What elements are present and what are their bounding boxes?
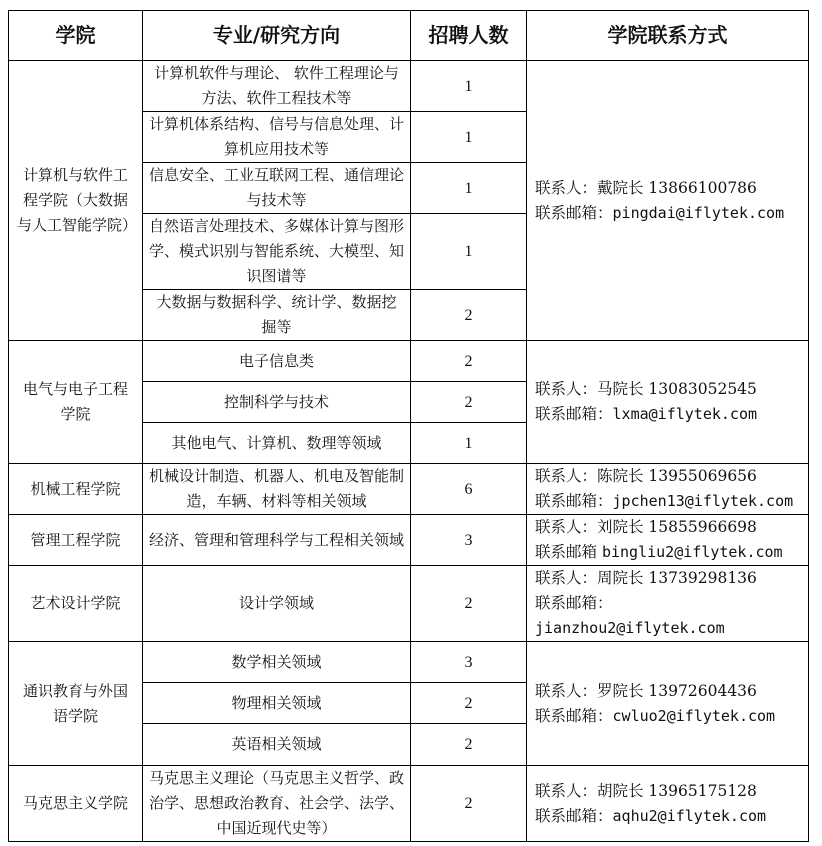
contact-person: 联系人：胡院长 13965175128: [535, 781, 757, 800]
email-link[interactable]: aqhu2@iflytek.com: [612, 806, 767, 825]
count-cell: 2: [411, 566, 527, 642]
email-link[interactable]: lxma@iflytek.com: [612, 405, 758, 423]
college-cell: 管理工程学院: [9, 515, 143, 566]
contact-cell: [527, 341, 809, 464]
count-cell: 1: [411, 61, 527, 112]
email-link[interactable]: bingliu2@iflytek.com: [601, 543, 783, 561]
recruitment-table: [8, 10, 809, 842]
college-cell: 马克思主义学院: [9, 766, 143, 842]
major-cell: 数学相关领域: [143, 642, 411, 683]
major-cell: 计算机软件与理论、 软件工程理论与方法、软件工程技术等: [143, 61, 411, 112]
count-cell: 1: [411, 163, 527, 214]
table-row: [9, 464, 809, 515]
contact-person: 联系人：罗院长 13972604436: [535, 681, 757, 700]
table-row: [9, 766, 809, 842]
major-cell: 大数据与数据科学、统计学、数据挖掘等: [143, 290, 411, 341]
email-link[interactable]: jianzhou2@iflytek.com: [535, 619, 725, 637]
header-college: 学院: [9, 11, 143, 61]
major-cell: 其他电气、计算机、数理等领域: [143, 423, 411, 464]
count-cell: 3: [411, 515, 527, 566]
count-cell: 1: [411, 214, 527, 290]
email-label: 联系邮箱：: [535, 706, 613, 725]
header-contact: 学院联系方式: [527, 11, 809, 61]
major-cell: 控制科学与技术: [143, 382, 411, 423]
email-link[interactable]: jpchen13@iflytek.com: [612, 492, 794, 510]
major-cell: 信息安全、工业互联网工程、通信理论与技术等: [143, 163, 411, 214]
count-cell: 3: [411, 642, 527, 683]
contact-cell: [527, 515, 809, 566]
major-cell: 自然语言处理技术、多媒体计算与图形学、模式识别与智能系统、大模型、知识图谱等: [143, 214, 411, 290]
email-label: 联系邮箱: [535, 543, 598, 561]
contact-person: 联系人：周院长 13739298136: [535, 569, 757, 587]
college-cell: 艺术设计学院: [9, 566, 143, 642]
major-cell: 英语相关领域: [143, 724, 411, 766]
contact-cell: [527, 566, 809, 642]
email-label: 联系邮箱：: [535, 405, 613, 423]
count-cell: 6: [411, 464, 527, 515]
table-row: [9, 515, 809, 566]
major-cell: 机械设计制造、机器人、机电及智能制造，车辆、材料等相关领域: [143, 464, 411, 515]
contact-cell: [527, 766, 809, 842]
major-cell: 计算机体系结构、信号与信息处理、计算机应用技术等: [143, 112, 411, 163]
major-cell: 经济、管理和管理科学与工程相关领域: [143, 515, 411, 566]
contact-person: 联系人：戴院长 13866100786: [535, 178, 757, 197]
contact-cell: [527, 61, 809, 341]
table-row: [9, 341, 809, 382]
college-cell: 电气与电子工程学院: [9, 341, 143, 464]
count-cell: 1: [411, 112, 527, 163]
contact-cell: [527, 464, 809, 515]
contact-person: 联系人：刘院长 15855966698: [535, 518, 757, 536]
email-link[interactable]: cwluo2@iflytek.com: [612, 706, 776, 725]
email-link[interactable]: pingdai@iflytek.com: [612, 203, 785, 222]
count-cell: 1: [411, 423, 527, 464]
count-cell: 2: [411, 766, 527, 842]
table-header-row: [9, 11, 809, 61]
count-cell: 2: [411, 341, 527, 382]
email-label: 联系邮箱：: [535, 203, 613, 222]
college-cell: 通识教育与外国语学院: [9, 642, 143, 766]
contact-person: 联系人：陈院长 13955069656: [535, 467, 757, 485]
count-cell: 2: [411, 724, 527, 766]
table-row: [9, 61, 809, 112]
major-cell: 马克思主义理论（马克思主义哲学、政治学、思想政治教育、社会学、法学、中国近现代史等）: [143, 766, 411, 842]
header-major: 专业/研究方向: [143, 11, 411, 61]
major-cell: 物理相关领域: [143, 683, 411, 724]
major-cell: 电子信息类: [143, 341, 411, 382]
count-cell: 2: [411, 290, 527, 341]
email-label: 联系邮箱：: [535, 594, 613, 612]
count-cell: 2: [411, 683, 527, 724]
table-row: [9, 566, 809, 642]
table-row: [9, 642, 809, 683]
major-cell: 设计学领域: [143, 566, 411, 642]
email-label: 联系邮箱：: [535, 492, 613, 510]
header-count: 招聘人数: [411, 11, 527, 61]
count-cell: 2: [411, 382, 527, 423]
college-cell: 计算机与软件工程学院（大数据与人工智能学院）: [9, 61, 143, 341]
college-cell: 机械工程学院: [9, 464, 143, 515]
contact-person: 联系人：马院长 13083052545: [535, 380, 757, 398]
email-label: 联系邮箱：: [535, 806, 613, 825]
contact-cell: [527, 642, 809, 766]
